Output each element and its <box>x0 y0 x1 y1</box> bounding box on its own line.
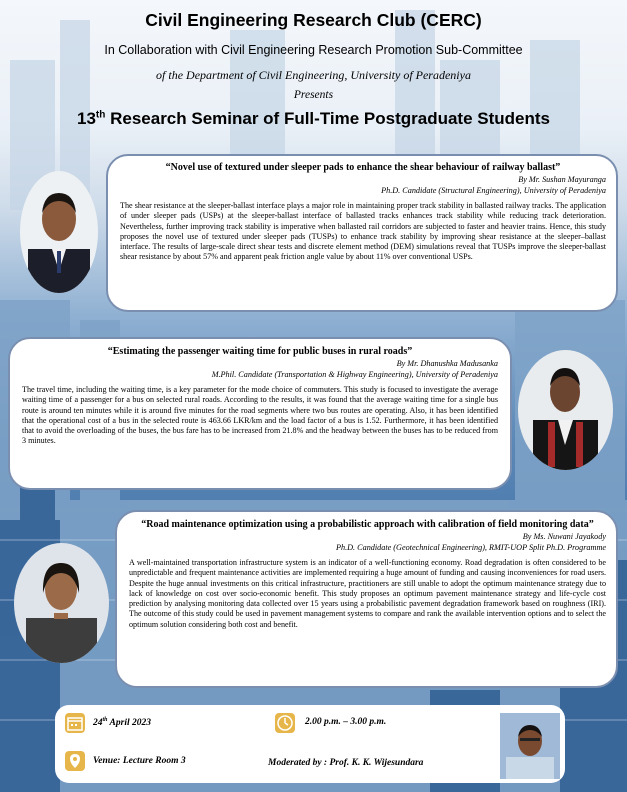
event-time: 2.00 p.m. – 3.00 p.m. <box>305 717 387 727</box>
talk-speaker: By Mr. Dhanushka Madusanka <box>396 359 498 368</box>
department-line: of the Department of Civil Engineering, University of Peradeniya <box>156 68 471 82</box>
seminar-number: 13 <box>76 109 96 128</box>
event-details-footer <box>55 705 565 783</box>
talk-title: “Estimating the passenger waiting time for public buses in rural roads” <box>107 346 413 357</box>
talk-title: “Novel use of textured under sleeper pads to enhance the shear behaviour of railway ballast” <box>165 162 561 173</box>
talk-abstract: A well-maintained transportation infrastructure system is an indicator of a well-functioning economy. Road degradation is often considered to be unpredictable and frequent maintenance activities are implemented requiring a huge amount of funding and causing inconveniences for road users. Despite the huge annual investments on this critical infrastructure, practitioners are still unable to adopt the optimum maintenance strategy due to lack of knowledge on cost over socio-economic benefit. This study proposes an optimum pavement maintenance strategy and life-cycle cost prediction by analysing monitoring data collected over 15 years using a probabilistic pavement degradation framework based on roughness (IRI). The outcome of this study could be used in pavement management systems to compare and rank the available intervention options and to select the optimum solution considering both cost and benefit. <box>129 558 606 629</box>
talk-abstract: The travel time, including the waiting time, is a key parameter for the mode choice of commuters. This study is focused to investigate the average waiting time of a passenger for a bus on selected rural roads. According to the results, it was found that the average waiting time for a single bus route is around ten minutes while it is around five minutes for the road segments where two bus routes are operating. Also, it has been identified that the operational cost of a bus in the selected route is 463.66 LKR/km and the load factor of a bus is 1.52. Furthermore, it has been identified that to avoid the overloading of the buses, the bus fare has to be increased from 21.8% and the headway between the buses has to be reduced from 3 minutes. <box>22 385 498 446</box>
seminar-title-rest: Research Seminar of Full-Time Postgraduate Students <box>110 109 550 128</box>
talk-card-3 <box>115 510 618 688</box>
clock-icon <box>275 713 295 733</box>
talk-affiliation: M.Phil. Candidate (Transportation & Highway Engineering), University of Peradeniya <box>211 370 498 379</box>
location-pin-icon <box>65 751 85 771</box>
calendar-icon <box>65 713 85 733</box>
seminar-suffix: th <box>95 109 106 121</box>
collaboration-line: In Collaboration with Civil Engineering Research Promotion Sub-Committee <box>104 43 523 57</box>
event-date-month-year: April 2023 <box>109 718 151 729</box>
event-venue: Venue: Lecture Room 3 <box>93 756 186 766</box>
talk-abstract: The shear resistance at the sleeper-ballast interface plays a major role in maintaining proper track stability in ballasted railway tracks. The application of under sleeper pads (USPs) at the sleeper-ballast interface of ballasted tracks enhances track stability while reducing track deterioration. Nevertheless, further improving track stability is imperative when ballasted rail corridors are subjected to faster and heavier trains. Hence, this study proposes the novel use of textured under sleeper pads (TUSPs) to enhance track stability by improving shear resistance at the sleeper–ballast interface. The results of large-scale direct shear tests and discrete element method (DEM) simulations reveal that TUSPs improve the sleeper-ballast shear resistance by about 57% and apparent peak friction angle value by about 11% over conventional USPs. <box>120 201 606 262</box>
event-date <box>93 717 151 728</box>
event-date-suffix: th <box>102 717 108 723</box>
club-title: Civil Engineering Research Club (CERC) <box>145 10 482 30</box>
event-date-day: 24 <box>93 718 103 729</box>
talk-affiliation: Ph.D. Candidate (Geotechnical Engineering), RMIT-UOP Split Ph.D. Programme <box>336 543 606 552</box>
talk-title: “Road maintenance optimization using a probabilistic approach with calibration of field monitoring data” <box>141 519 594 530</box>
talk-affiliation: Ph.D. Candidate (Structural Engineering), University of Peradeniya <box>381 186 606 195</box>
speaker-2-photo <box>518 350 613 470</box>
talk-speaker: By Ms. Nuwani Jayakody <box>522 532 606 541</box>
seminar-title <box>0 109 627 129</box>
speaker-1-photo <box>20 171 98 293</box>
presents-line: Presents <box>293 89 334 101</box>
talk-card-2 <box>8 337 512 490</box>
event-moderator: Moderated by : Prof. K. K. Wijesundara <box>268 758 424 768</box>
talk-speaker: By Mr. Sushan Mayuranga <box>518 175 606 184</box>
moderator-photo <box>500 713 560 779</box>
speaker-3-photo <box>14 543 109 663</box>
talk-card-1 <box>106 154 618 312</box>
